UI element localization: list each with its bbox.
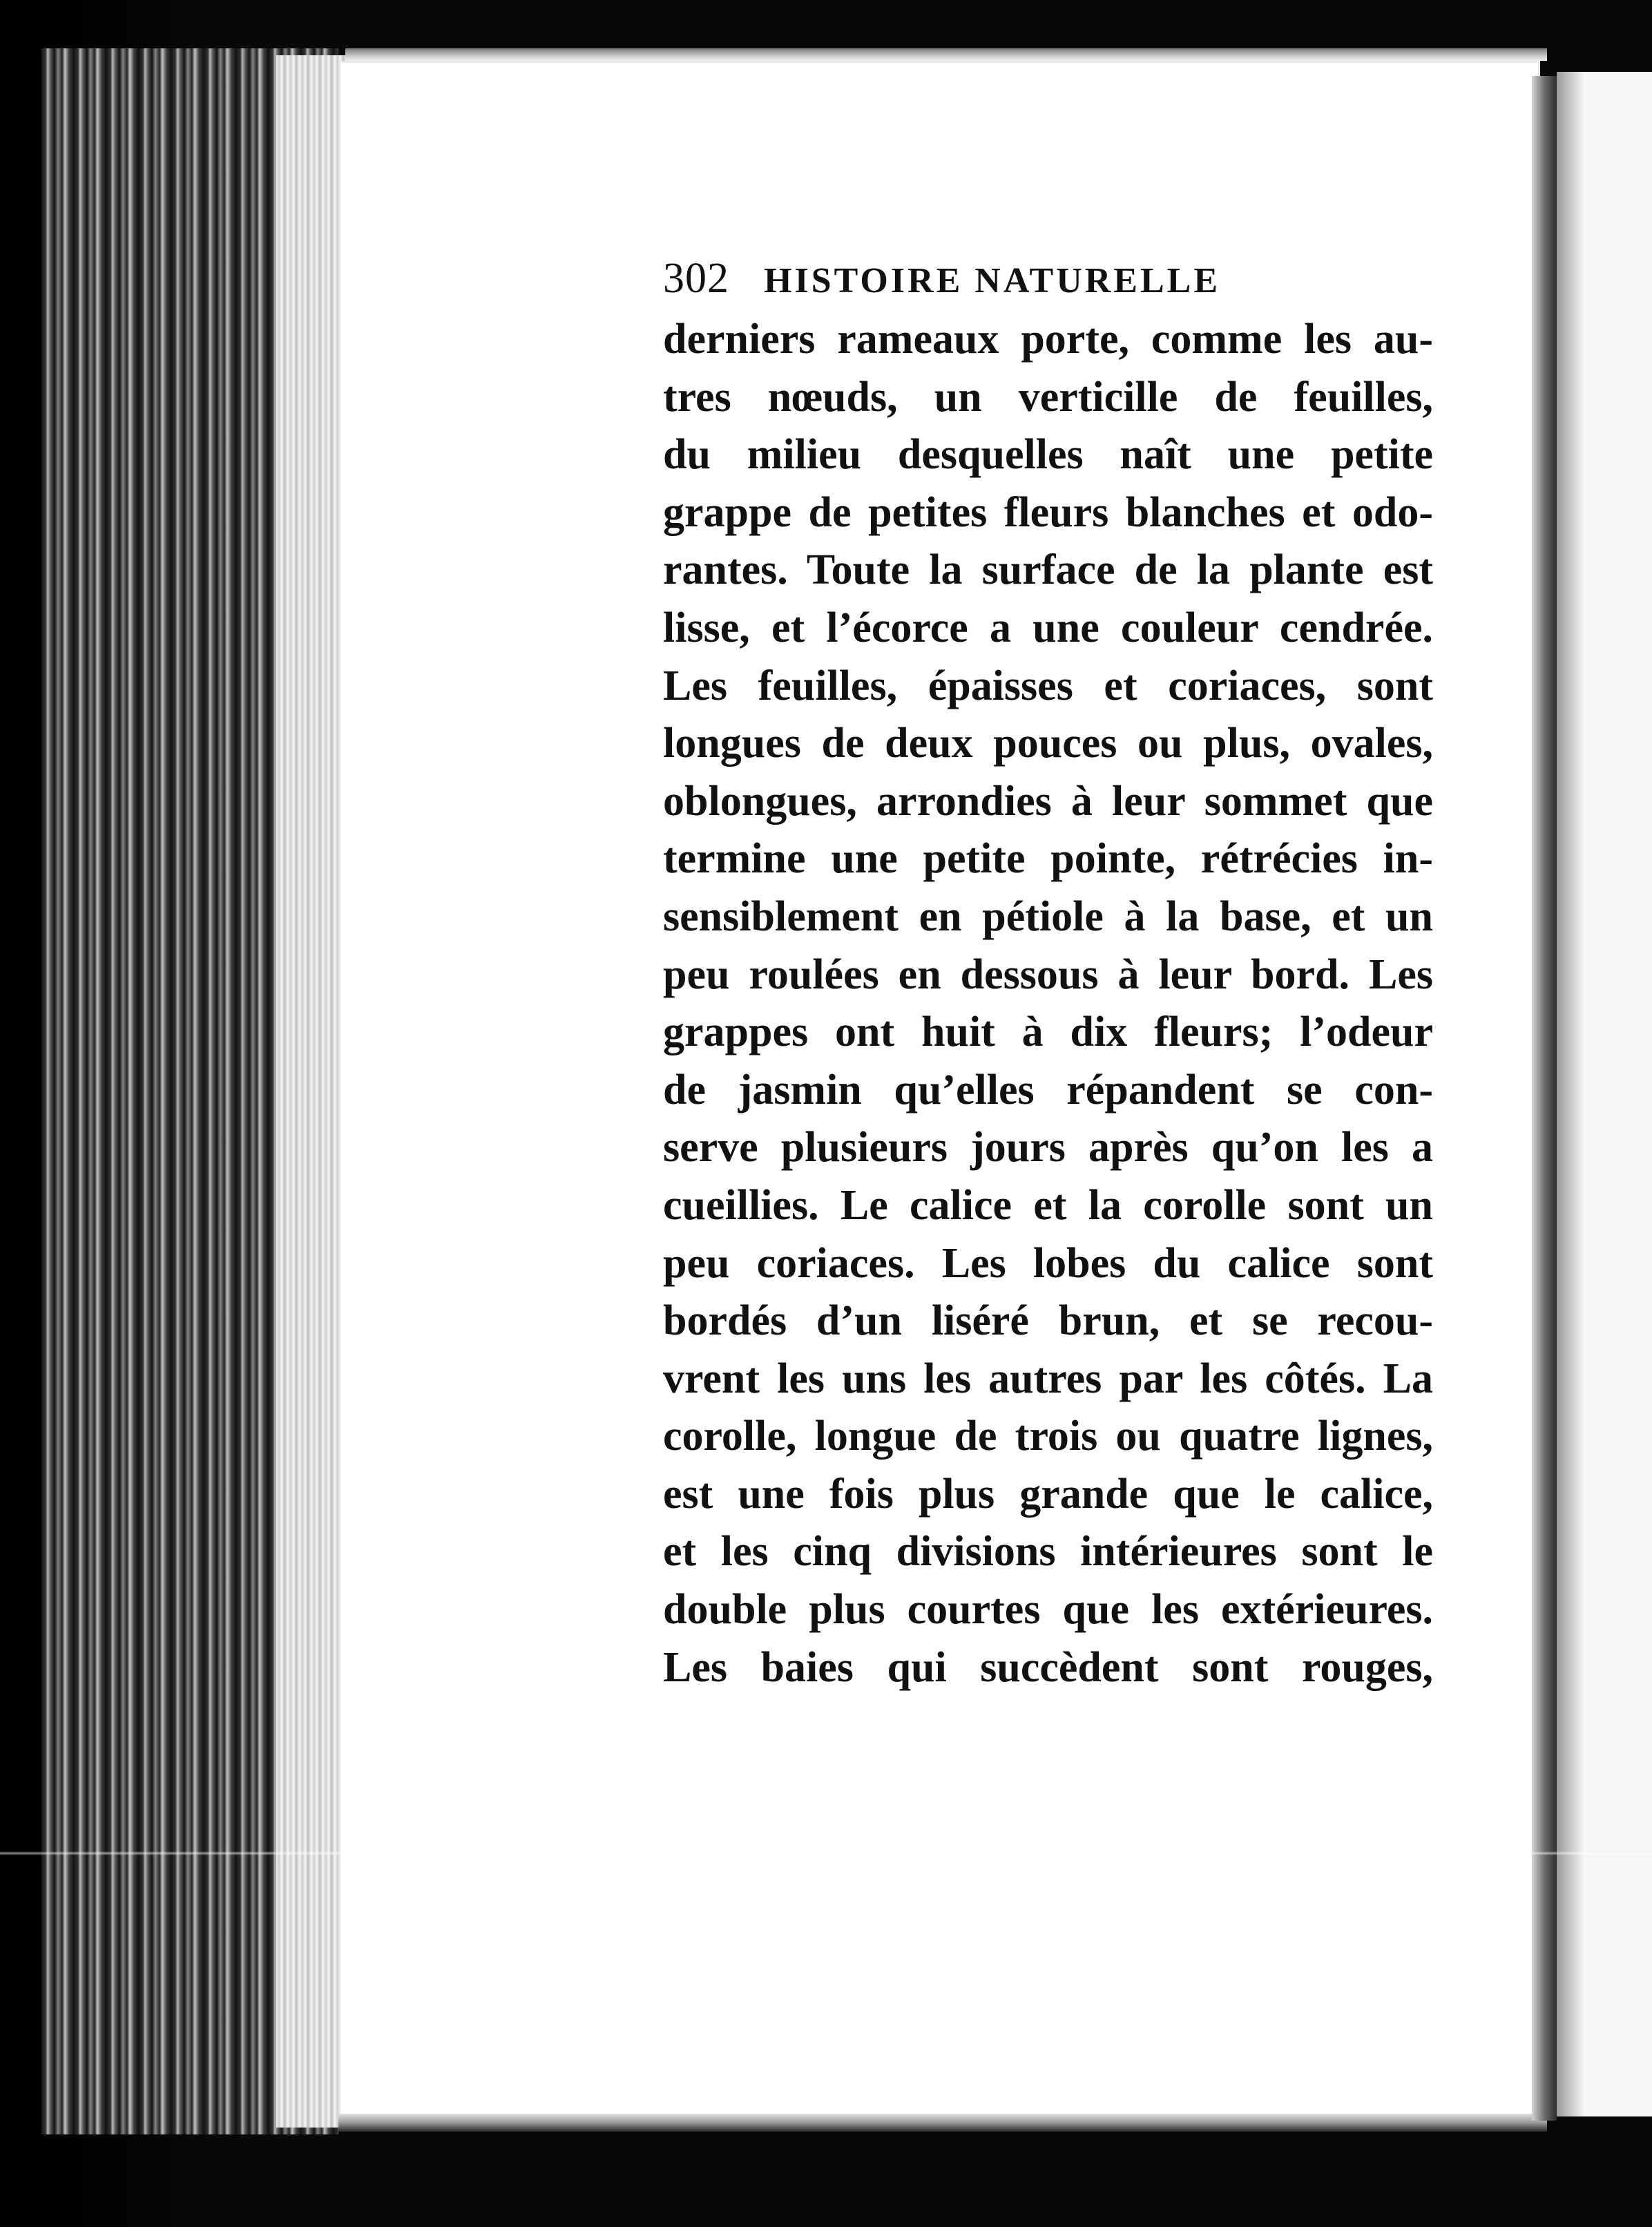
text-line: corolle, longue de trois ou quatre lignes, [663, 1413, 1433, 1460]
text-line: grappes ont huit à dix fleurs; l’odeur [663, 1009, 1433, 1056]
page-bottom-edge [338, 2114, 1547, 2132]
text-line: grappe de petites fleurs blanches et odo- [663, 488, 1433, 536]
text-line: double plus courtes que les extérieures. [663, 1586, 1433, 1634]
text-line: cueillies. Le calice et la corolle sont un [663, 1181, 1433, 1229]
text-line: sensiblement en pétiole à la base, et un [663, 892, 1433, 940]
running-title: HISTOIRE NATURELLE [764, 261, 1221, 300]
text-line: Les feuilles, épaisses et coriaces, sont [663, 662, 1433, 709]
text-line: termine une petite pointe, rétrécies in- [663, 835, 1433, 883]
text-line: vrent les uns les autres par les côtés. La [663, 1355, 1433, 1402]
page-edge-highlights [276, 55, 345, 2128]
text-line: lisse, et l’écorce a une couleur cendrée. [663, 604, 1433, 651]
text-line: serve plusieurs jours après qu’on les a [663, 1124, 1433, 1172]
text-line: bordés d’un liséré brun, et se recou- [663, 1297, 1433, 1345]
text-line: Les baies qui succèdent sont rouges, [663, 1643, 1433, 1691]
text-line: peu coriaces. Les lobes du calice sont [663, 1239, 1433, 1287]
text-line: longues de deux pouces ou plus, ovales, [663, 720, 1433, 767]
text-line: derniers rameaux porte, comme les au- [663, 316, 1433, 363]
running-head [663, 254, 1433, 311]
page-number: 302 [663, 255, 729, 302]
text-line: peu roulées en dessous à leur bord. Les [663, 950, 1433, 998]
text-line: de jasmin qu’elles répandent se con- [663, 1066, 1433, 1114]
scan-artifact-line [0, 1851, 1652, 1855]
book-gutter [1532, 76, 1557, 2121]
facing-page-shadow [1557, 72, 1584, 2116]
text-line: tres nœuds, un verticille de feuilles, [663, 373, 1433, 421]
text-line: rantes. Toute la surface de la plante est [663, 546, 1433, 594]
text-line: est une fois plus grande que le calice, [663, 1470, 1433, 1518]
text-line: oblongues, arrondies à leur sommet que [663, 777, 1433, 825]
page-text-block [663, 254, 1433, 1696]
page-top-edge [345, 48, 1547, 61]
text-line: et les cinq divisions intérieures sont le [663, 1528, 1433, 1576]
text-line: du milieu desquelles naît une petite [663, 431, 1433, 479]
body-text [663, 311, 1433, 1696]
